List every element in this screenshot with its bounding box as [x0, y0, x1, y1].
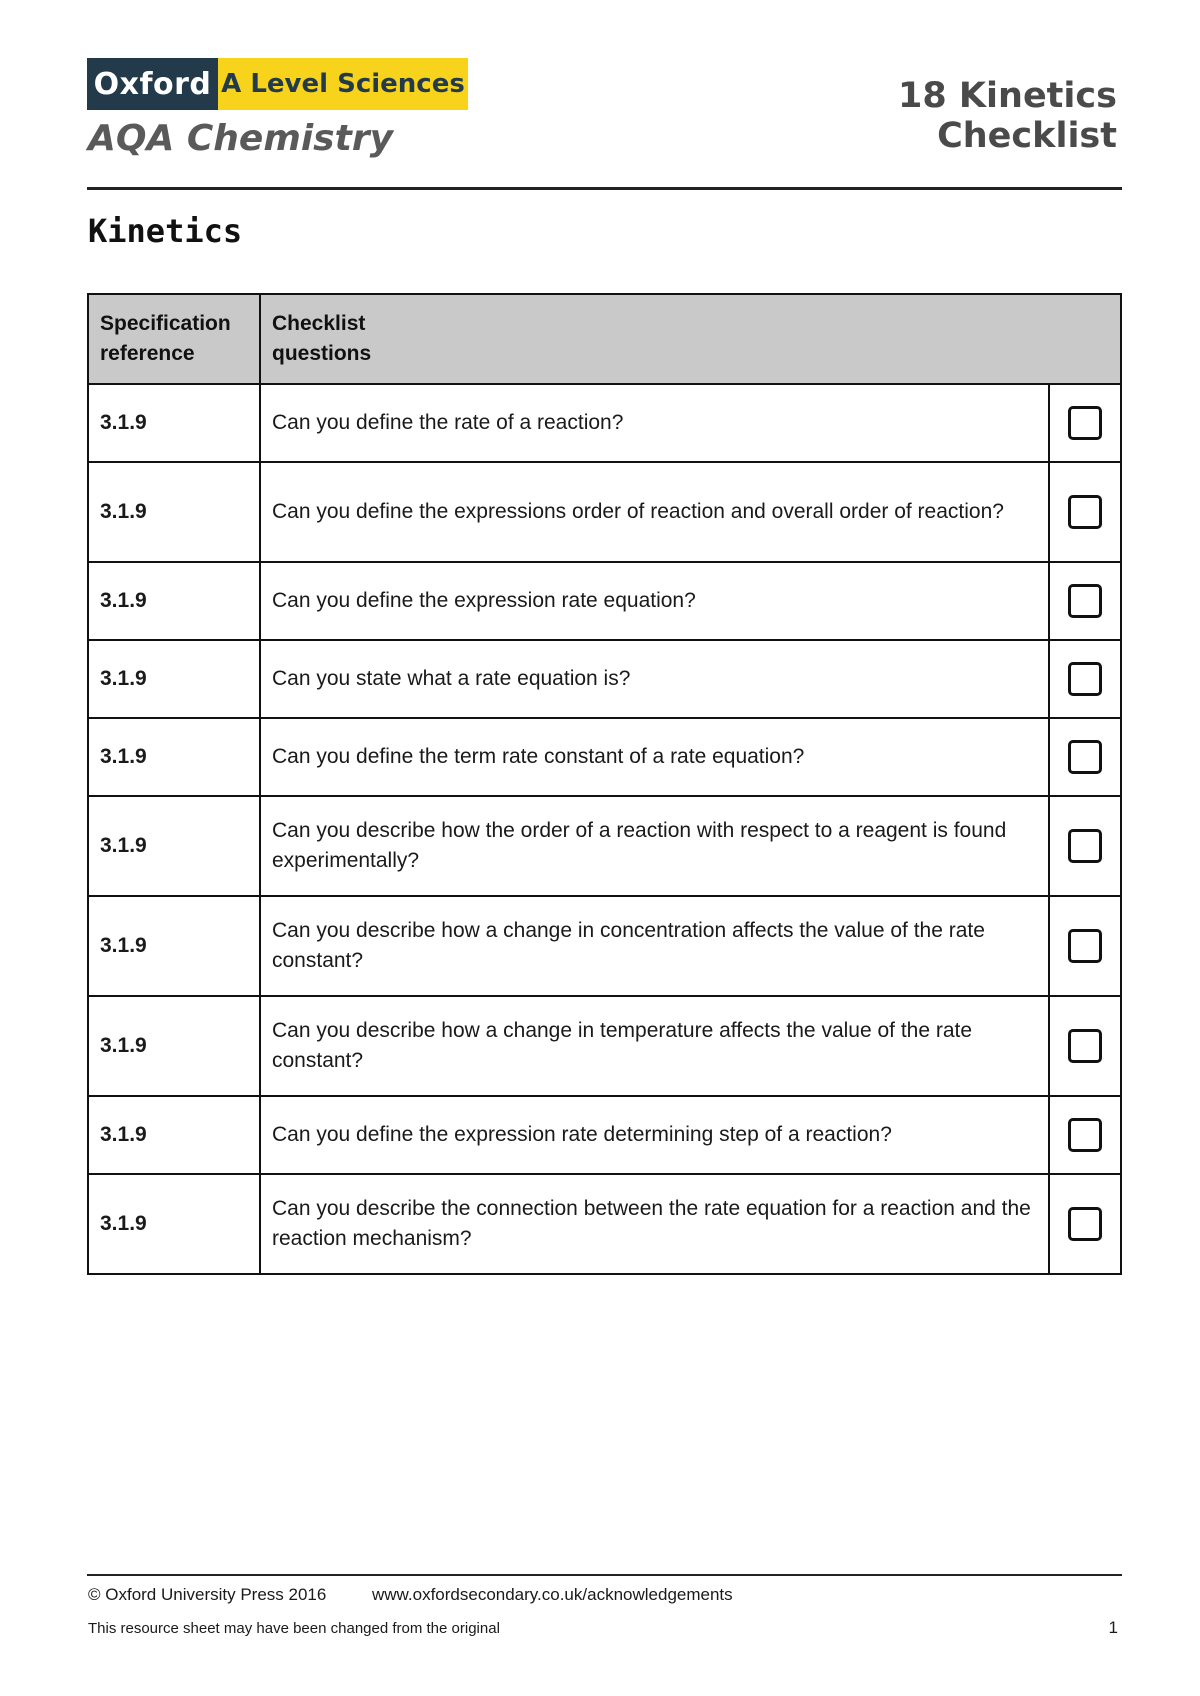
page-number: 1: [1108, 1618, 1118, 1637]
table-row: [88, 796, 1121, 896]
checkbox-cell: [1049, 462, 1121, 562]
acknowledgements-link[interactable]: www.oxfordsecondary.co.uk/acknowledgements: [372, 1585, 733, 1604]
checkbox-cell: [1049, 562, 1121, 640]
copyright-notice: © Oxford University Press 2016: [88, 1585, 327, 1604]
checkbox-cell: [1049, 896, 1121, 996]
checkbox[interactable]: [1068, 1118, 1102, 1152]
checkbox-cell: [1049, 640, 1121, 718]
checkbox[interactable]: [1068, 406, 1102, 440]
subject-title: AQA Chemistry: [88, 118, 394, 159]
checkbox[interactable]: [1068, 584, 1102, 618]
spec-reference-cell: 3.1.9: [88, 1096, 260, 1174]
document-title: [898, 76, 1117, 156]
question-cell: Can you describe how the order of a reaction with respect to a reagent is found experimentally?: [260, 796, 1049, 896]
question-cell: Can you state what a rate equation is?: [260, 640, 1049, 718]
checkbox[interactable]: [1068, 1207, 1102, 1241]
question-cell: Can you describe the connection between the rate equation for a reaction and the reaction mechanism?: [260, 1174, 1049, 1274]
table-row: [88, 562, 1121, 640]
questions-header-line2: questions: [272, 342, 372, 365]
checkbox-cell: [1049, 996, 1121, 1096]
spec-reference-cell: 3.1.9: [88, 640, 260, 718]
spec-reference-cell: 3.1.9: [88, 562, 260, 640]
spec-reference-cell: 3.1.9: [88, 996, 260, 1096]
spec-header-line1: Specification: [100, 312, 231, 335]
questions-header-line1: Checklist: [272, 312, 366, 335]
checkbox[interactable]: [1068, 1029, 1102, 1063]
spec-reference-cell: 3.1.9: [88, 384, 260, 462]
table-row: [88, 896, 1121, 996]
spec-reference-cell: 3.1.9: [88, 718, 260, 796]
question-cell: Can you define the expression rate equation?: [260, 562, 1049, 640]
table-row: [88, 384, 1121, 462]
checkbox-cell: [1049, 796, 1121, 896]
checkbox-cell: [1049, 718, 1121, 796]
section-heading: Kinetics: [88, 212, 243, 250]
question-cell: Can you define the expression rate determining step of a reaction?: [260, 1096, 1049, 1174]
logo-series: A Level Sciences: [218, 58, 468, 110]
checklist-questions-header: [260, 294, 1121, 384]
checklist-table: [87, 293, 1122, 1275]
question-cell: Can you describe how a change in temperature affects the value of the rate constant?: [260, 996, 1049, 1096]
spec-header-line2: reference: [100, 342, 195, 365]
question-cell: Can you define the expressions order of reaction and overall order of reaction?: [260, 462, 1049, 562]
oxford-logo: [87, 58, 468, 110]
checkbox-cell: [1049, 1174, 1121, 1274]
table-header-row: [88, 294, 1121, 384]
question-cell: Can you describe how a change in concentration affects the value of the rate constant?: [260, 896, 1049, 996]
table-row: [88, 462, 1121, 562]
table-row: [88, 1096, 1121, 1174]
checkbox[interactable]: [1068, 662, 1102, 696]
resource-note: This resource sheet may have been changed from the original: [88, 1620, 500, 1637]
header-divider: [87, 187, 1122, 190]
table-row: [88, 996, 1121, 1096]
table-row: [88, 718, 1121, 796]
spec-reference-cell: 3.1.9: [88, 462, 260, 562]
logo-brand: Oxford: [87, 58, 218, 110]
spec-reference-cell: 3.1.9: [88, 896, 260, 996]
checkbox[interactable]: [1068, 740, 1102, 774]
question-cell: Can you define the term rate constant of a rate equation?: [260, 718, 1049, 796]
checkbox[interactable]: [1068, 829, 1102, 863]
spec-reference-cell: 3.1.9: [88, 796, 260, 896]
document-title-line2: Checklist: [937, 116, 1117, 156]
checkbox[interactable]: [1068, 495, 1102, 529]
footer-divider: [87, 1574, 1122, 1576]
table-row: [88, 1174, 1121, 1274]
checkbox-cell: [1049, 1096, 1121, 1174]
spec-reference-header: [88, 294, 260, 384]
checkbox[interactable]: [1068, 929, 1102, 963]
checkbox-cell: [1049, 384, 1121, 462]
document-title-line1: 18 Kinetics: [898, 76, 1117, 116]
question-cell: Can you define the rate of a reaction?: [260, 384, 1049, 462]
table-row: [88, 640, 1121, 718]
spec-reference-cell: 3.1.9: [88, 1174, 260, 1274]
